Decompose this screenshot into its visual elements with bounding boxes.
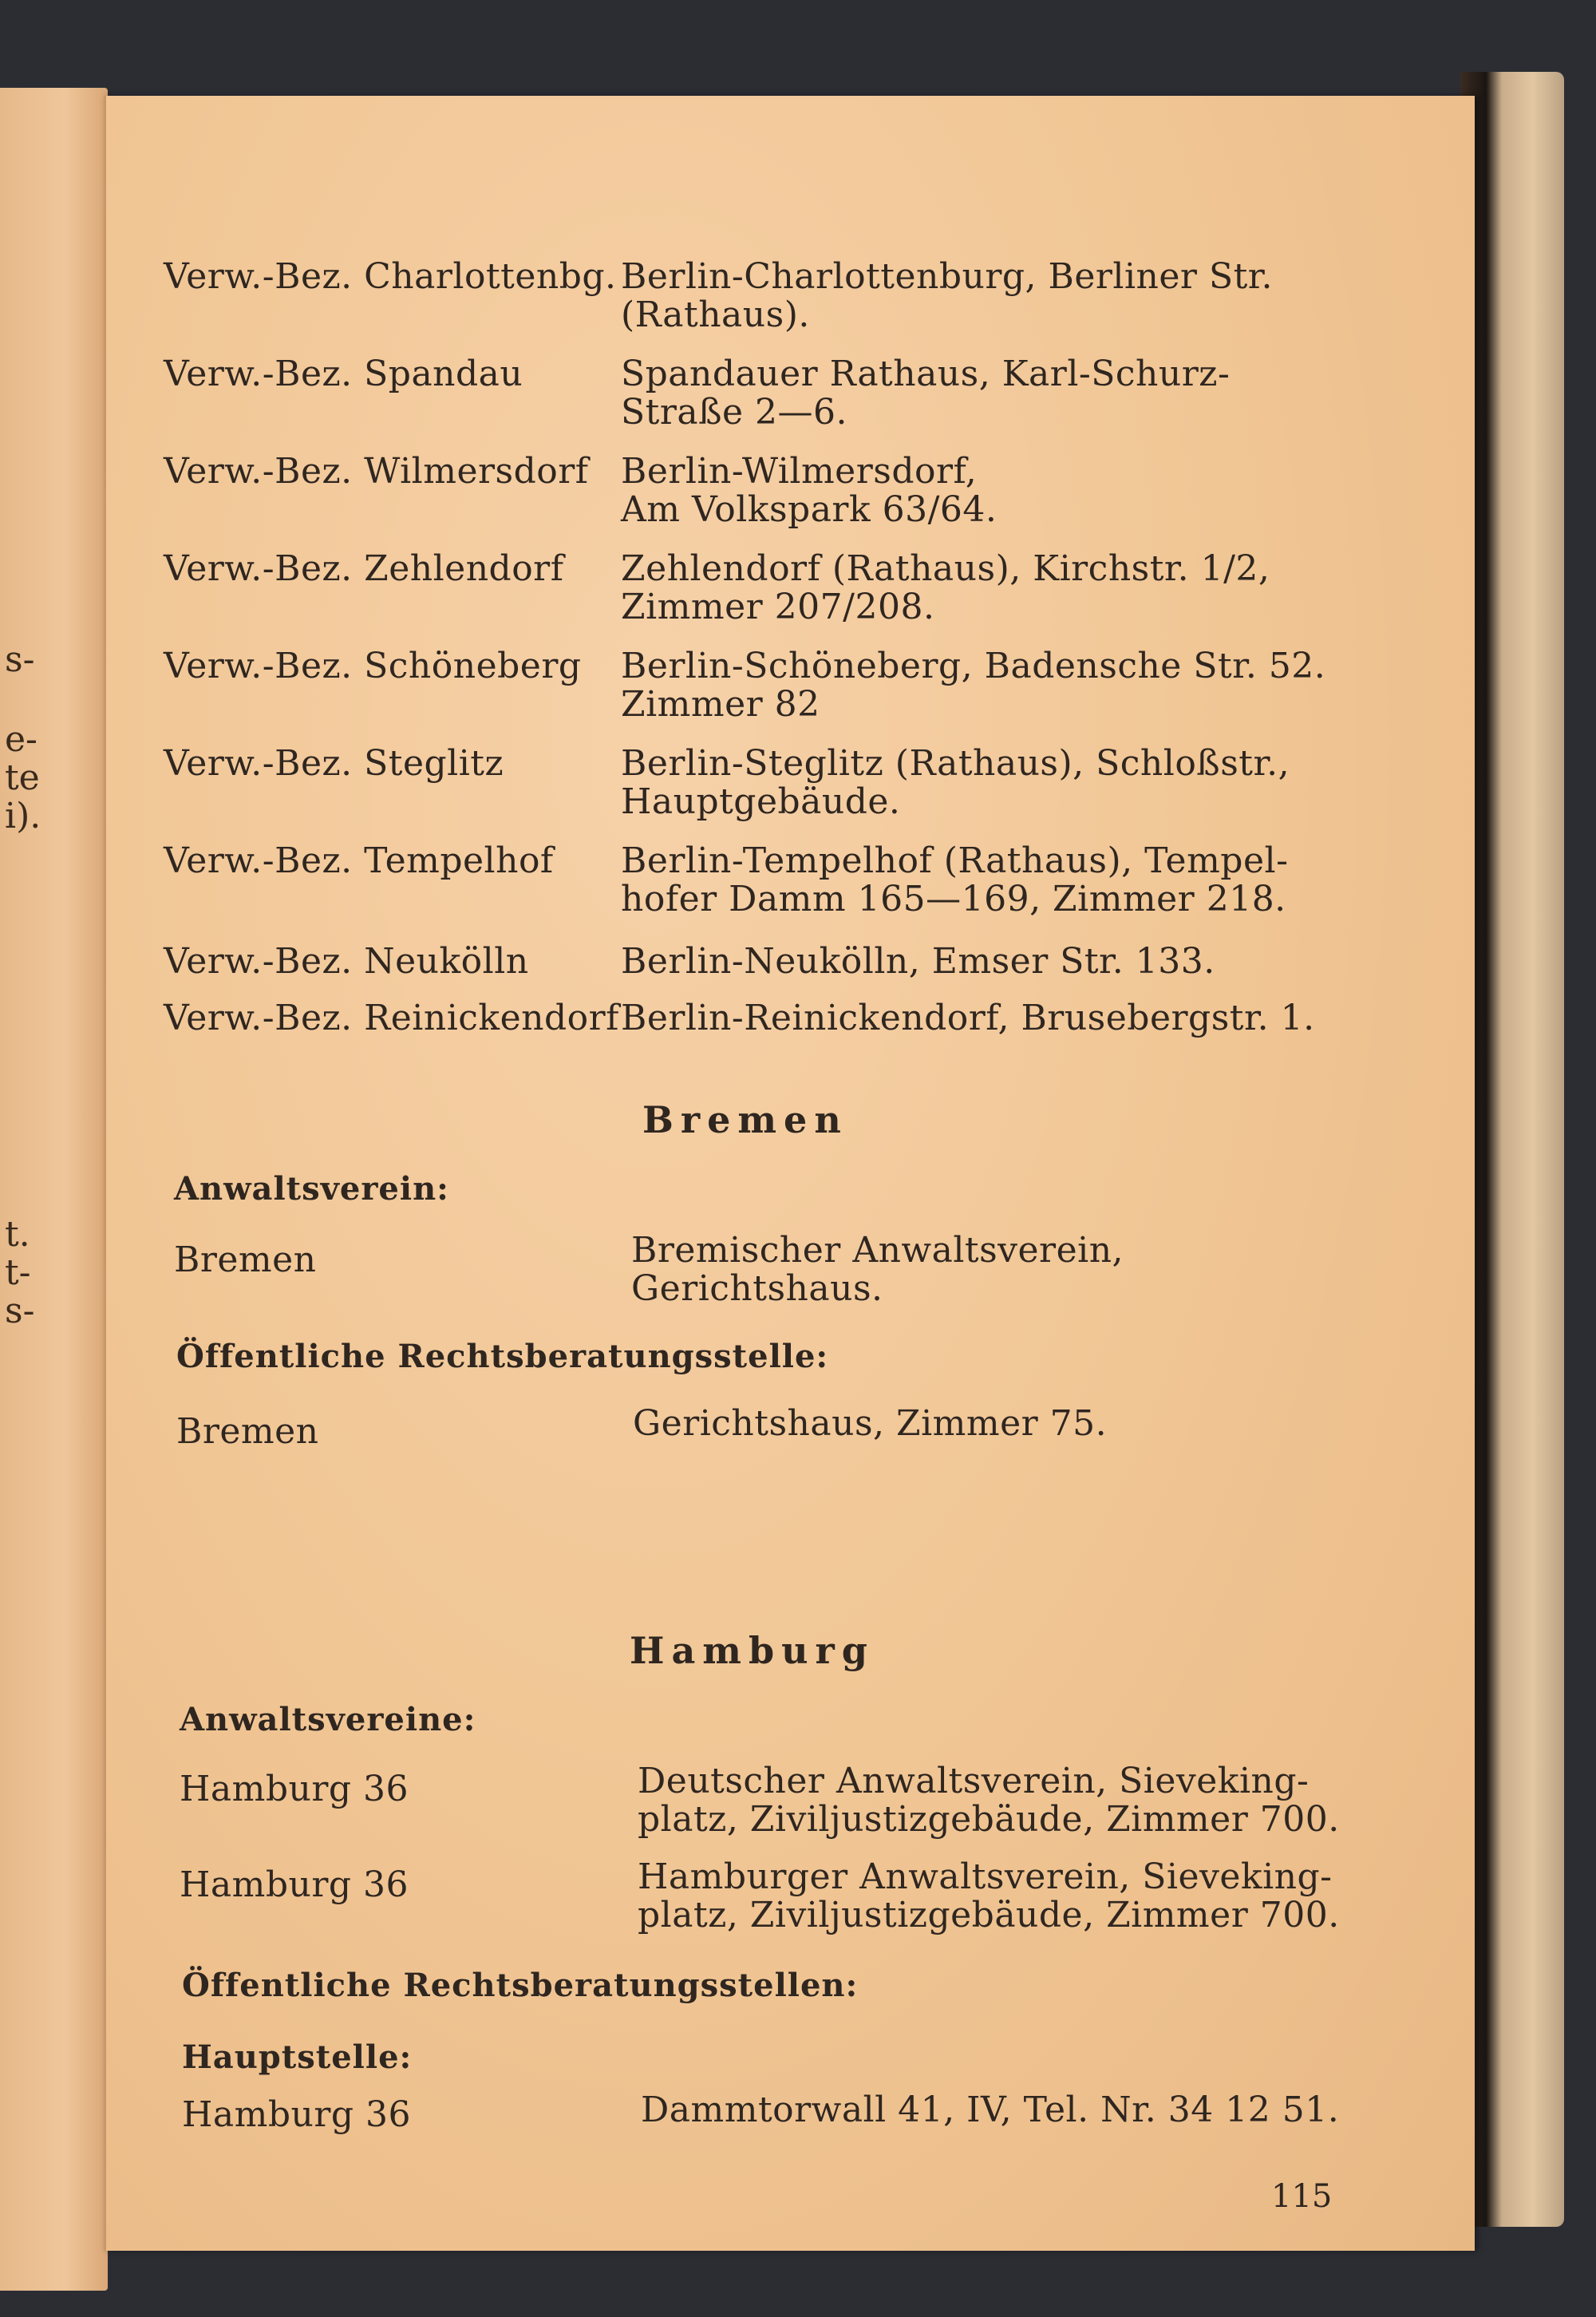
city-name: Hamburg 36 [180,1769,409,1809]
district-address: Berlin-Reinickendorf, Brusebergstr. 1. [621,998,1315,1038]
left-page-fragment: t- [5,1252,31,1293]
district-address: (Rathaus). [621,295,810,335]
left-page-fragment: s- [5,639,35,680]
bar-association-address: Gerichtshaus. [631,1268,883,1309]
left-page-fragment: te [5,757,40,798]
city-name: Bremen [174,1240,317,1280]
book-page [104,96,1475,2251]
district-address: Straße 2—6. [621,392,847,433]
city-name: Hamburg 36 [182,2094,412,2135]
main-office-label: Hauptstelle: [182,2038,413,2076]
bar-associations-label: Anwaltsvereine: [180,1701,476,1738]
city-name: Bremen [176,1411,319,1452]
district-name: Verw.-Bez. Neukölln [164,941,529,982]
left-page-fragment: i). [5,796,41,836]
bar-association-address: Bremischer Anwaltsverein, [631,1230,1124,1271]
district-address: Zimmer 207/208. [621,587,935,627]
legal-advice-label: Öffentliche Rechtsberatungsstelle: [176,1338,829,1375]
section-heading-hamburg: Hamburg [630,1629,875,1672]
district-name: Verw.-Bez. Tempelhof [164,840,554,881]
left-page-edge [0,88,108,2291]
bar-association-address: platz, Ziviljustizgebäude, Zimmer 700. [638,1895,1340,1935]
district-name: Verw.-Bez. Reinickendorf [164,998,619,1038]
district-address: Hauptgebäude. [621,781,901,822]
district-address: hofer Damm 165—169, Zimmer 218. [621,879,1286,919]
main-office-address: Dammtorwall 41, IV, Tel. Nr. 34 12 51. [641,2090,1340,2130]
district-address: Berlin-Schöneberg, Badensche Str. 52. [621,646,1326,686]
city-name: Hamburg 36 [180,1864,409,1905]
district-name: Verw.-Bez. Steglitz [164,743,504,784]
district-address: Berlin-Neukölln, Emser Str. 133. [621,941,1215,982]
district-address: Spandauer Rathaus, Karl-Schurz- [621,354,1231,394]
page-stack-edge [1460,72,1564,2227]
district-address: Zehlendorf (Rathaus), Kirchstr. 1/2, [621,548,1270,589]
legal-advice-address: Gerichtshaus, Zimmer 75. [633,1403,1108,1444]
district-address: Berlin-Wilmersdorf, [621,451,978,492]
district-name: Verw.-Bez. Wilmersdorf [164,451,589,492]
section-heading-bremen: Bremen [642,1098,848,1141]
left-page-fragment: e- [5,719,38,760]
bar-association-label: Anwaltsverein: [174,1170,449,1208]
left-page-fragment: t. [5,1214,30,1255]
bar-association-address: Hamburger Anwaltsverein, Sieveking- [638,1856,1333,1897]
district-address: Am Volkspark 63/64. [621,489,998,530]
district-name: Verw.-Bez. Zehlendorf [164,548,564,589]
left-page-fragment: s- [5,1291,35,1331]
page-number: 115 [1271,2178,1333,2215]
district-address: Berlin-Tempelhof (Rathaus), Tempel- [621,840,1289,881]
district-name: Verw.-Bez. Charlottenbg. [164,256,617,297]
bar-association-address: platz, Ziviljustizgebäude, Zimmer 700. [638,1799,1340,1840]
district-name: Verw.-Bez. Spandau [164,354,523,394]
district-address: Berlin-Charlottenburg, Berliner Str. [621,256,1273,297]
bar-association-address: Deutscher Anwaltsverein, Sieveking- [638,1761,1310,1801]
district-address: Zimmer 82 [621,684,820,725]
legal-advice-label: Öffentliche Rechtsberatungsstellen: [182,1967,859,2004]
district-name: Verw.-Bez. Schöneberg [164,646,582,686]
district-address: Berlin-Steglitz (Rathaus), Schloßstr., [621,743,1290,784]
